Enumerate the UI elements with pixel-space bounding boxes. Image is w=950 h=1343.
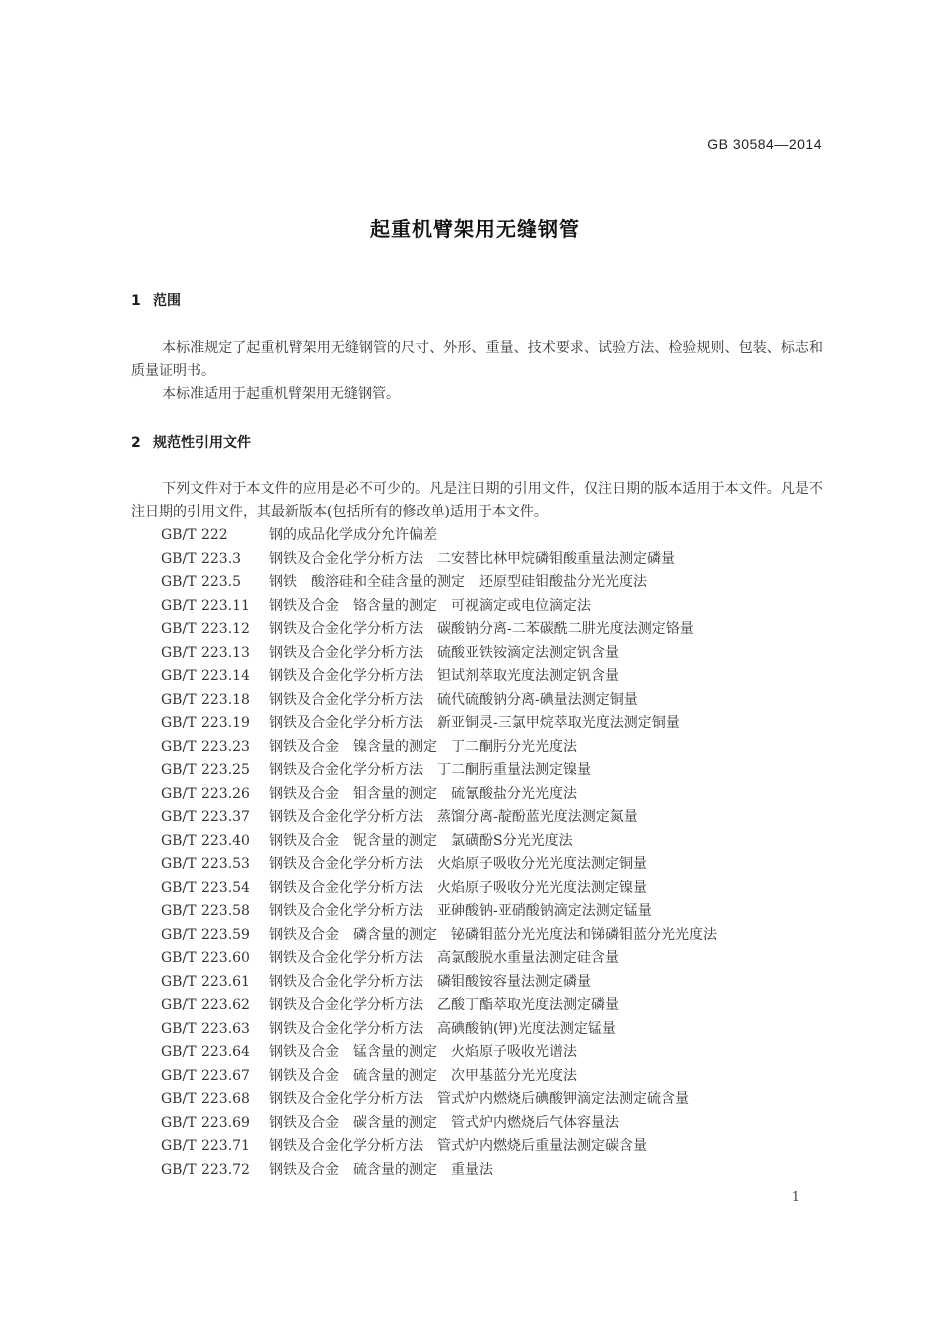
reference-item [161,877,717,901]
section-title: 范围 [153,293,181,309]
reference-item [161,1018,717,1042]
reference-item [161,524,717,548]
reference-item [161,1135,717,1159]
reference-title: 钢铁及合金 镍含量的测定 丁二酮肟分光光度法 [269,738,577,755]
reference-title: 钢铁及合金化学分析方法 钽试剂萃取光度法测定钒含量 [269,668,619,684]
reference-item [161,924,717,948]
section-number: 2 [131,435,141,451]
reference-code: GB/T 223.25 [161,762,250,778]
reference-code: GB/T 223.23 [161,738,250,755]
reference-item [161,665,717,689]
reference-title: 钢的成品化学成分允许偏差 [269,527,437,543]
reference-code: GB/T 223.71 [161,1138,250,1154]
reference-item [161,689,717,713]
reference-code: GB/T 223.62 [161,997,250,1013]
reference-item [161,994,717,1018]
reference-item [161,548,717,572]
reference-list [161,524,717,1182]
section-heading-scope [131,290,181,310]
reference-title: 钢铁及合金化学分析方法 高氯酸脱水重量法测定硅含量 [269,950,619,966]
reference-code: GB/T 223.64 [161,1044,250,1060]
reference-title: 钢铁及合金 碳含量的测定 管式炉内燃烧后气体容量法 [269,1114,619,1131]
page-number: 1 [791,1190,800,1205]
reference-code: GB/T 223.72 [161,1161,250,1178]
reference-code: GB/T 223.61 [161,973,250,990]
section-title: 规范性引用文件 [153,435,251,451]
reference-code: GB/T 223.59 [161,926,250,943]
reference-title: 钢铁及合金 钼含量的测定 硫氰酸盐分光光度法 [269,785,577,802]
reference-title: 钢铁及合金化学分析方法 管式炉内燃烧后重量法测定碳含量 [269,1138,647,1154]
reference-code: GB/T 222 [161,527,228,543]
reference-title: 钢铁及合金化学分析方法 硫代硫酸钠分离-碘量法测定铜量 [269,691,638,708]
reference-code: GB/T 223.60 [161,950,250,966]
reference-code: GB/T 223.54 [161,879,250,896]
reference-item [161,900,717,924]
reference-code: GB/T 223.26 [161,785,250,802]
reference-title: 钢铁及合金化学分析方法 火焰原子吸收分光光度法测定铜量 [269,856,647,872]
reference-title: 钢铁及合金化学分析方法 蒸馏分离-靛酚蓝光度法测定氮量 [269,809,638,825]
reference-code: GB/T 223.12 [161,621,250,637]
reference-title: 钢铁及合金化学分析方法 碳酸钠分离-二苯碳酰二肼光度法测定铬量 [269,621,694,637]
reference-item [161,712,717,736]
reference-code: GB/T 223.19 [161,715,250,731]
reference-title: 钢铁及合金 硫含量的测定 重量法 [269,1161,493,1178]
section-heading-normative-references [131,432,251,452]
reference-item [161,971,717,995]
reference-code: GB/T 223.40 [161,832,250,849]
reference-code: GB/T 223.63 [161,1020,250,1037]
reference-title: 钢铁及合金化学分析方法 管式炉内燃烧后碘酸钾滴定法测定硫含量 [269,1091,689,1107]
reference-item [161,595,717,619]
reference-code: GB/T 223.58 [161,903,250,919]
standard-number: GB 30584—2014 [707,136,822,152]
reference-code: GB/T 223.14 [161,668,250,684]
reference-code: GB/T 223.68 [161,1091,250,1107]
reference-code: GB/T 223.5 [161,574,242,590]
reference-title: 钢铁及合金 磷含量的测定 铋磷钼蓝分光光度法和锑磷钼蓝分光光度法 [269,926,717,943]
reference-title: 钢铁及合金化学分析方法 二安替比林甲烷磷钼酸重量法测定磷量 [269,550,675,567]
reference-item [161,1041,717,1065]
reference-item [161,1159,717,1183]
reference-item [161,759,717,783]
reference-title: 钢铁及合金化学分析方法 新亚铜灵-三氯甲烷萃取光度法测定铜量 [269,715,680,731]
reference-title: 钢铁及合金化学分析方法 磷钼酸铵容量法测定磷量 [269,973,591,990]
reference-item [161,571,717,595]
reference-item [161,1112,717,1136]
reference-title: 钢铁及合金化学分析方法 亚砷酸钠-亚硝酸钠滴定法测定锰量 [269,903,652,919]
reference-title: 钢铁及合金 铌含量的测定 氯磺酚S分光光度法 [269,832,573,849]
reference-item [161,618,717,642]
scope-paragraph-1: 本标准规定了起重机臂架用无缝钢管的尺寸、外形、重量、技术要求、试验方法、检验规则、包装、标志和质量证明书。 [131,340,823,379]
reference-item [161,642,717,666]
reference-title: 钢铁及合金化学分析方法 乙酸丁酯萃取光度法测定磷量 [269,997,619,1013]
reference-item [161,736,717,760]
reference-code: GB/T 223.53 [161,856,250,872]
reference-item [161,1088,717,1112]
reference-title: 钢铁及合金化学分析方法 高碘酸钠(钾)光度法测定锰量 [269,1020,616,1037]
reference-code: GB/T 223.13 [161,644,250,661]
reference-title: 钢铁及合金 铬含量的测定 可视滴定或电位滴定法 [269,597,591,614]
reference-title: 钢铁及合金化学分析方法 硫酸亚铁铵滴定法测定钒含量 [269,644,619,661]
reference-title: 钢铁及合金化学分析方法 丁二酮肟重量法测定镍量 [269,762,591,778]
reference-title: 钢铁及合金 锰含量的测定 火焰原子吸收光谱法 [269,1044,577,1060]
document-title: 起重机臂架用无缝钢管 [370,217,580,241]
reference-item [161,783,717,807]
reference-item [161,947,717,971]
reference-code: GB/T 223.37 [161,809,250,825]
reference-title: 钢铁及合金 硫含量的测定 次甲基蓝分光光度法 [269,1067,577,1084]
reference-code: GB/T 223.18 [161,691,250,708]
reference-title: 钢铁及合金化学分析方法 火焰原子吸收分光光度法测定镍量 [269,879,647,896]
reference-item [161,806,717,830]
reference-title: 钢铁 酸溶硅和全硅含量的测定 还原型硅钼酸盐分光光度法 [269,574,647,590]
scope-paragraph-2: 本标准适用于起重机臂架用无缝钢管。 [162,386,400,402]
reference-item [161,830,717,854]
section-number: 1 [131,293,141,309]
references-intro-paragraph: 下列文件对于本文件的应用是必不可少的。凡是注日期的引用文件，仅注日期的版本适用于本文件。凡是不注日期的引用文件，其最新版本(包括所有的修改单)适用于本文件。 [131,481,823,520]
reference-item [161,853,717,877]
reference-code: GB/T 223.3 [161,550,242,567]
reference-code: GB/T 223.69 [161,1114,250,1131]
reference-code: GB/T 223.11 [161,597,250,614]
reference-code: GB/T 223.67 [161,1067,250,1084]
reference-item [161,1065,717,1089]
